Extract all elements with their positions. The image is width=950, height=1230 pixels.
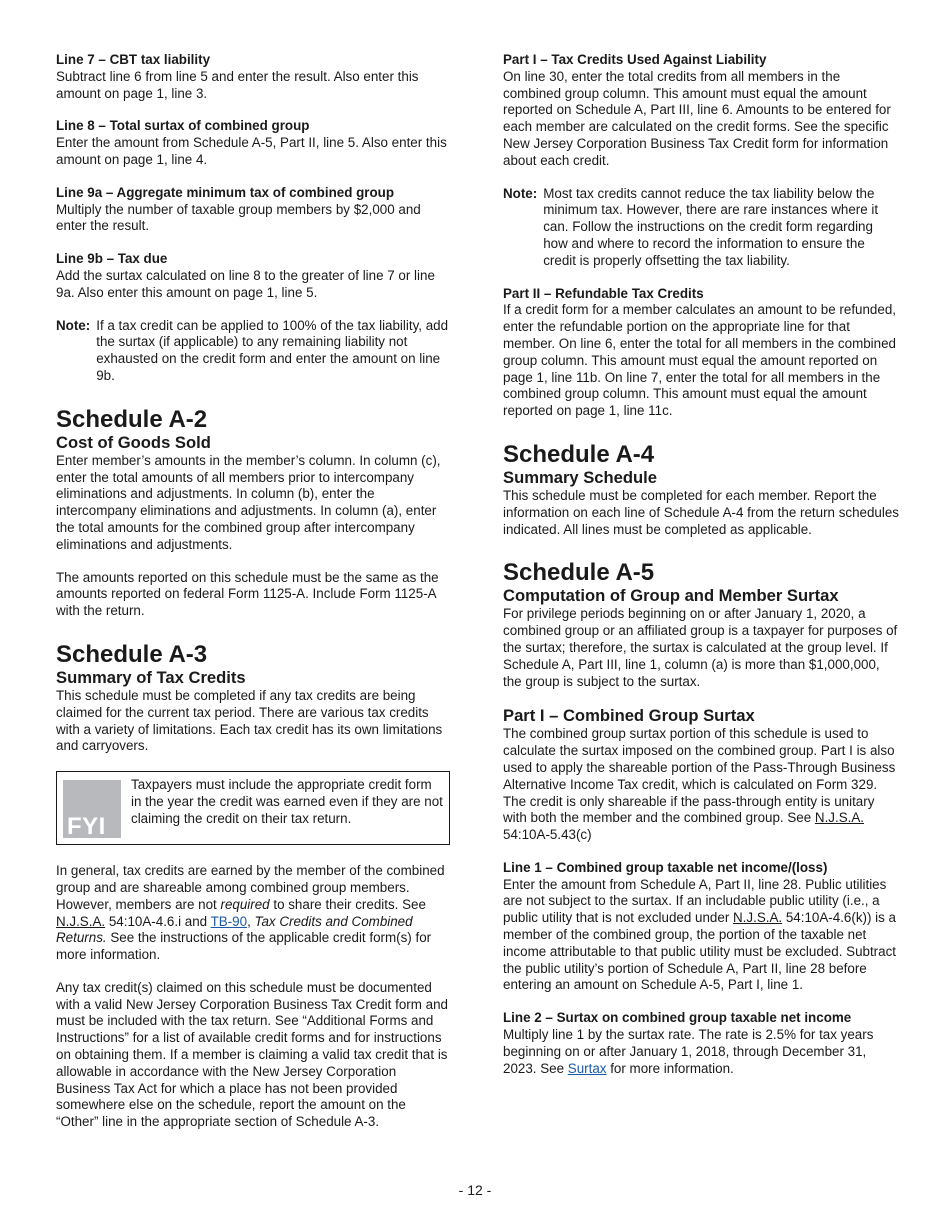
schedule-a3-paragraph-3: Any tax credit(s) claimed on this schedule must be documented with a valid New Jersey Corporation Business Tax Credit form and must be included with the tax return. See “Additional Forms and Instructions” for a list of available credit forms and for instructions on obtaining them. If a member is claiming a valid tax credit that is allowable in accordance with the New Jersey Corporation Business Tax Act for which a place has not been provided somewhere else on the schedule, report the amount on the “Other” line in the appropriate section of Schedule A-3.	[56, 979, 448, 1130]
a5-line1-section	[503, 860, 899, 994]
schedule-a3-paragraph-1: This schedule must be completed if any tax credits are being claimed for the current tax period. There are various tax credits with a variety of limitations. Each tax credit has its own limitations and carryovers.	[56, 687, 443, 754]
left-column	[56, 52, 450, 1147]
line9b-section	[56, 251, 450, 301]
a5-line2-text: Multiply line 1 by the surtax rate. The rate is 2.5% for tax years beginning on or after January 1, 2018, through December 31, 2023. See Surtax for more information.	[503, 1027, 874, 1076]
schedule-a4-subtitle: Summary Schedule	[503, 467, 658, 487]
part2-refundable-heading: Part II – Refundable Tax Credits	[503, 285, 704, 301]
surtax-link[interactable]: Surtax	[567, 1060, 607, 1076]
fyi-icon: FYI	[63, 780, 121, 838]
a5-line2-section	[503, 1010, 899, 1077]
schedule-a2-subtitle: Cost of Goods Sold	[56, 432, 211, 452]
line7-heading: Line 7 – CBT tax liability	[56, 52, 211, 67]
required-emphasis: required	[220, 896, 270, 912]
tb-90-title: Tax Credits and Combined Returns.	[56, 913, 413, 946]
page-number: - 12 -	[458, 1182, 492, 1198]
part1-tax-credits-text: On line 30, enter the total credits from all members in the combined group column. This amount must equal the amount reported on Schedule A, Part III, line 6. Amounts to be entered for each member are calculated on the credit forms. See the specific New Jersey Corporation Business Tax Credit form for information about each credit.	[503, 68, 891, 168]
schedule-a2-paragraph-1: Enter member’s amounts in the member’s column. In column (c), enter the total amounts of all members prior to intercompany eliminations and adjustments. In column (b), enter the intercompany eliminations and adjustments. In column (a), enter the total amounts for the combined group after intercompany eliminations and adjustments.	[56, 452, 441, 552]
note-minimum-tax	[503, 186, 899, 270]
schedule-a4-section	[503, 442, 899, 538]
njsa-reference: N.J.S.A.	[56, 913, 106, 929]
a5-line1-text: Enter the amount from Schedule A, Part II, line 28. Public utilities are not subject to the surtax. If an includable public utility (i.e., a public utility that is not excluded under N.J.S.A. 54:10A-4.6(k)) is a member of the combined group, the portion of the taxable net income attributable to that public utility must be excluded. Subtract the public utility’s portion of Schedule A, Part II, line 28 before entering an amount on Schedule A-5, Part I, line 1.	[503, 876, 897, 993]
part1-tax-credits-heading: Part I – Tax Credits Used Against Liability	[503, 52, 767, 67]
line9a-text: Multiply the number of taxable group members by $2,000 and enter the result.	[56, 201, 421, 234]
part1-tax-credits-section	[503, 52, 899, 170]
line9a-section	[56, 185, 450, 235]
part2-refundable-section	[503, 286, 899, 420]
njsa-reference: N.J.S.A.	[814, 810, 865, 826]
combined-group-surtax-heading: Part I – Combined Group Surtax	[503, 706, 755, 726]
schedule-a3-section	[56, 642, 450, 1131]
a5-line1-heading: Line 1 – Combined group taxable net income/(loss)	[503, 859, 828, 875]
fyi-text: Taxpayers must include the appropriate credit form in the year the credit was earned even if they are not claiming the credit on their tax return.	[131, 777, 443, 826]
njsa-reference: N.J.S.A.	[733, 910, 783, 926]
note-label: Note:	[503, 185, 538, 201]
line8-text: Enter the amount from Schedule A-5, Part II, line 5. Also enter this amount on page 1, line 4.	[56, 135, 447, 167]
line8-heading: Line 8 – Total surtax of combined group	[56, 118, 310, 134]
line9b-text: Add the surtax calculated on line 8 to the greater of line 7 or line 9a. Also enter this amount on page 1, line 5.	[56, 267, 435, 300]
schedule-a4-title: Schedule A-4	[503, 440, 655, 468]
schedule-a5-subtitle: Computation of Group and Member Surtax	[503, 586, 839, 606]
line7-section	[56, 52, 450, 102]
schedule-a5-section	[503, 560, 899, 1077]
note-label: Note:	[56, 317, 91, 333]
schedule-a3-title: Schedule A-3	[56, 640, 208, 668]
schedule-a3-paragraph-2: In general, tax credits are earned by the member of the combined group and are shareable among combined group members. However, members are not required to share their credits. See N.J.S.A. 54:10A-4.6.i and TB-90, Tax Credits and Combined Returns. See the instructions of the applicable credit form(s) for more information.	[56, 863, 445, 963]
a5-line2-heading: Line 2 – Surtax on combined group taxable net income	[503, 1010, 852, 1026]
schedule-a4-text: This schedule must be completed for each member. Report the information on each line of Schedule A-4 from the return schedules indicated. All lines must be completed as applicable.	[503, 487, 899, 537]
schedule-a2-section	[56, 407, 450, 620]
note-text: If a tax credit can be applied to 100% of the tax liability, add the surtax (if applicable) to any remaining liability not exhausted on the credit form and enter the amount on line 9b.	[96, 317, 449, 383]
schedule-a2-paragraph-2: The amounts reported on this schedule must be the same as the amounts reported on federal Form 1125-A. Include Form 1125-A with the return.	[56, 569, 439, 619]
line9b-heading: Line 9b – Tax due	[56, 251, 168, 267]
combined-group-surtax-text: The combined group surtax portion of this schedule is used to calculate the surtax imposed on the combined group. Part I is also used to apply the shareable portion of the Pass-Through Business Alternative Income Tax credit, which is calculated on Form 329. The credit is only shareable if the pass-through entity is unitary with both the member and the combined group. See N.J.S.A. 54:10A-5.43(c)	[503, 726, 896, 843]
schedule-a5-text: For privilege periods beginning on or after January 1, 2020, a combined group or an affiliated group is a taxpayer for purposes of the surtax; therefore, the surtax is calculated at the group level. If Schedule A, Part III, line 1, column (a) is more than $1,000,000, the group is subject to the surtax.	[503, 606, 898, 689]
schedule-a2-title: Schedule A-2	[56, 405, 208, 433]
tb-90-link[interactable]: TB-90	[210, 913, 248, 929]
note-text: Most tax credits cannot reduce the tax liability below the minimum tax. However, there are rare instances where it can. Follow the instructions on the credit form regarding how and where to record the information to ensure the credit is properly offsetting the tax liability.	[543, 185, 879, 268]
fyi-callout	[56, 771, 450, 845]
line7-text: Subtract line 6 from line 5 and enter the result. Also enter this amount on page 1, line 3.	[56, 68, 419, 101]
right-column	[503, 52, 899, 1093]
note-tax-credit-100	[56, 318, 450, 385]
line9a-heading: Line 9a – Aggregate minimum tax of combined group	[56, 184, 395, 200]
schedule-a3-subtitle: Summary of Tax Credits	[56, 667, 246, 687]
schedule-a5-title: Schedule A-5	[503, 559, 655, 587]
line8-section	[56, 118, 450, 168]
part2-refundable-text: If a credit form for a member calculates an amount to be refunded, enter the refundable portion on the appropriate line for that member. On line 6, enter the total for all members in the combined group column. This amount must equal the amount reported on page 1, line 11b. On line 7, enter the total for all members in the combined group column. This amount must equal the amount reported on page 1, line 11c.	[503, 302, 896, 419]
